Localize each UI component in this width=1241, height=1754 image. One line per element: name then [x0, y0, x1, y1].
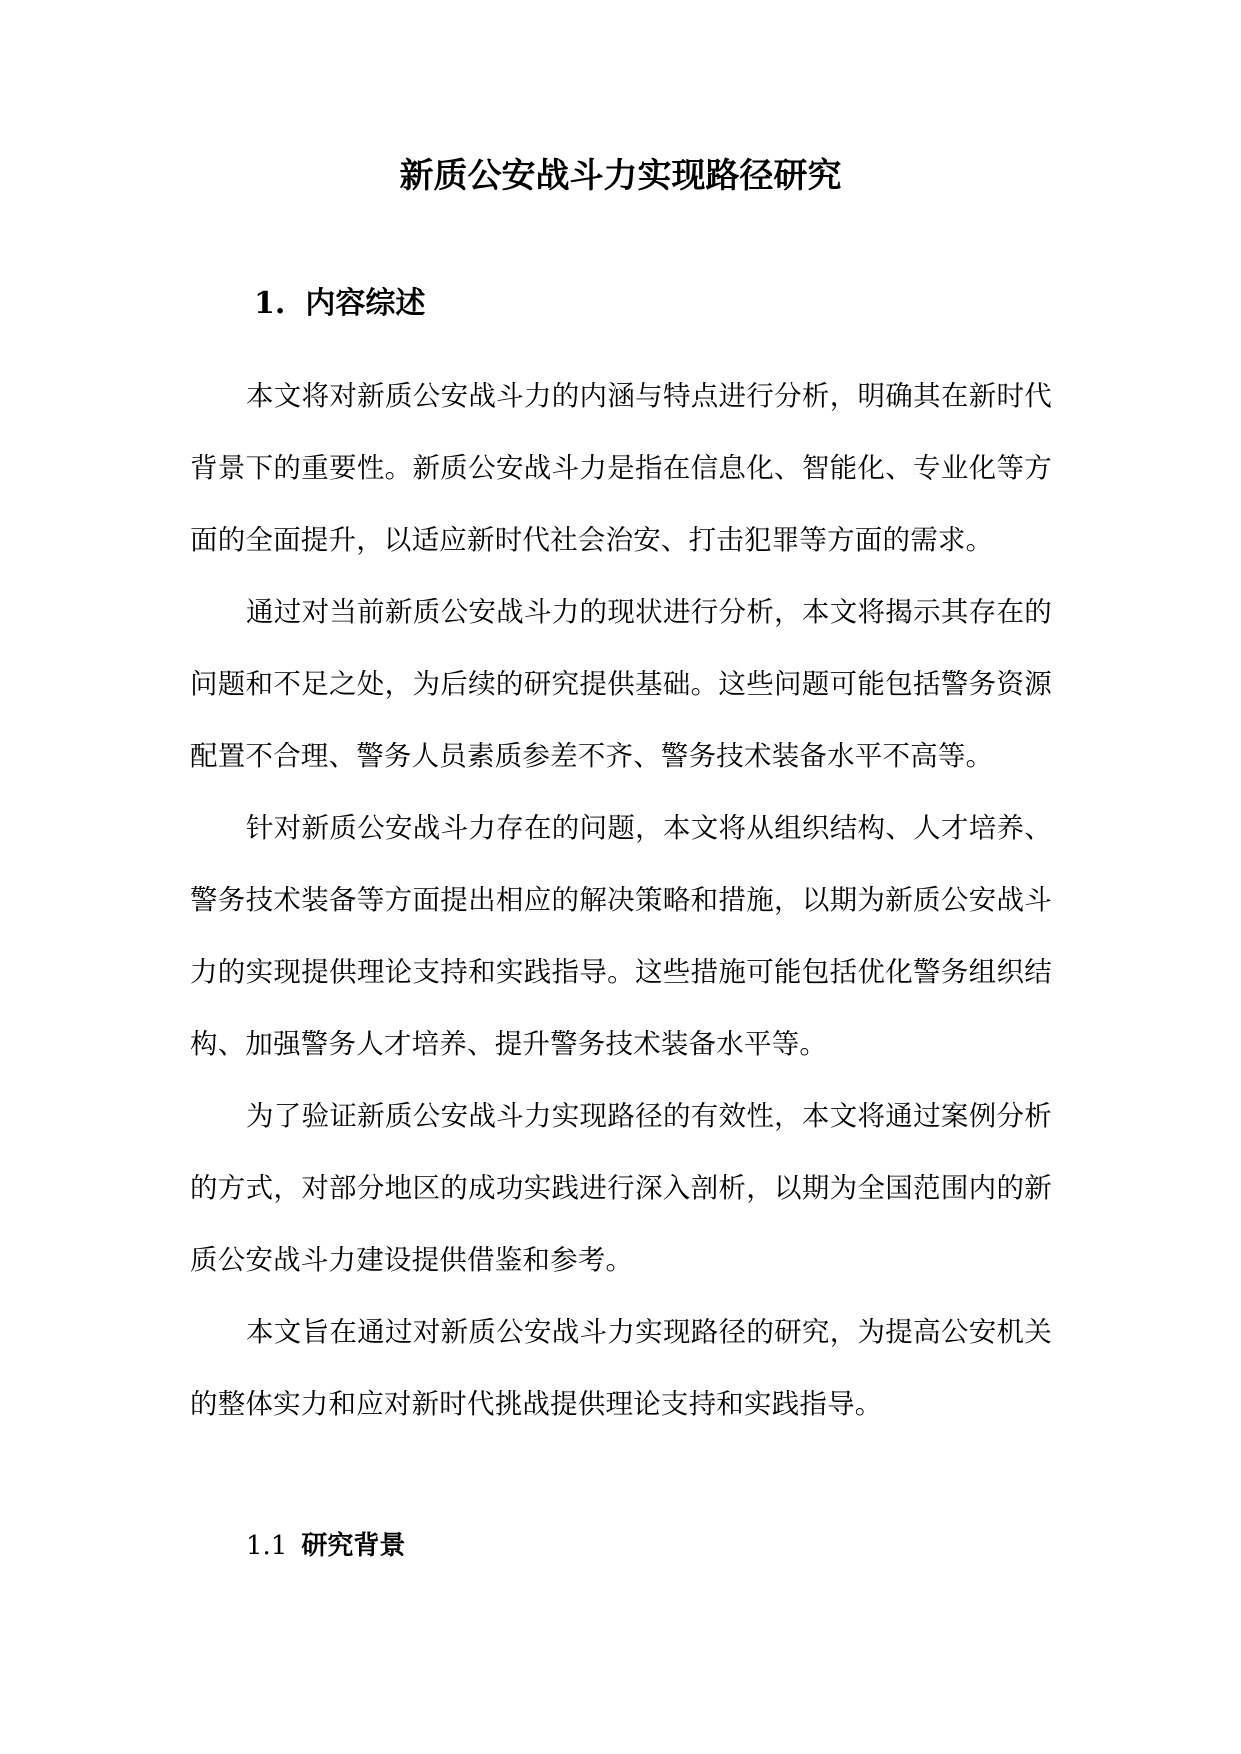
subsection-title: 研究背景 — [301, 1531, 406, 1561]
subsection-heading — [246, 1526, 405, 1566]
section-number: 1. — [254, 286, 286, 321]
subsection-number: 1.1 — [246, 1531, 288, 1561]
paragraph: 针对新质公安战斗力存在的问题，本文将从组织结构、人才培养、警务技术装备等方面提出相应的解决策略和措施，以期为新质公安战斗力的实现提供理论支持和实践指导。这些措施可能包括优化警务组织结构、加强警务人才培养、提升警务技术装备水平等。 — [190, 812, 1052, 1060]
paragraph: 通过对当前新质公安战斗力的现状进行分析，本文将揭示其存在的问题和不足之处，为后续的研究提供基础。这些问题可能包括警务资源配置不合理、警务人员素质参差不齐、警务技术装备水平不高等。 — [190, 596, 1052, 772]
paragraph: 为了验证新质公安战斗力实现路径的有效性，本文将通过案例分析的方式，对部分地区的成功实践进行深入剖析，以期为全国范围内的新质公安战斗力建设提供借鉴和参考。 — [190, 1100, 1052, 1276]
paragraph: 本文旨在通过对新质公安战斗力实现路径的研究，为提高公安机关的整体实力和应对新时代挑战提供理论支持和实践指导。 — [190, 1316, 1052, 1420]
paragraph: 本文将对新质公安战斗力的内涵与特点进行分析，明确其在新时代背景下的重要性。新质公安战斗力是指在信息化、智能化、专业化等方面的全面提升，以适应新时代社会治安、打击犯罪等方面的需求。 — [190, 380, 1052, 556]
document-title: 新质公安战斗力实现路径研究 — [399, 156, 842, 196]
section-body — [190, 360, 1052, 1440]
section-heading — [254, 282, 425, 326]
section-title: 内容综述 — [305, 286, 426, 321]
